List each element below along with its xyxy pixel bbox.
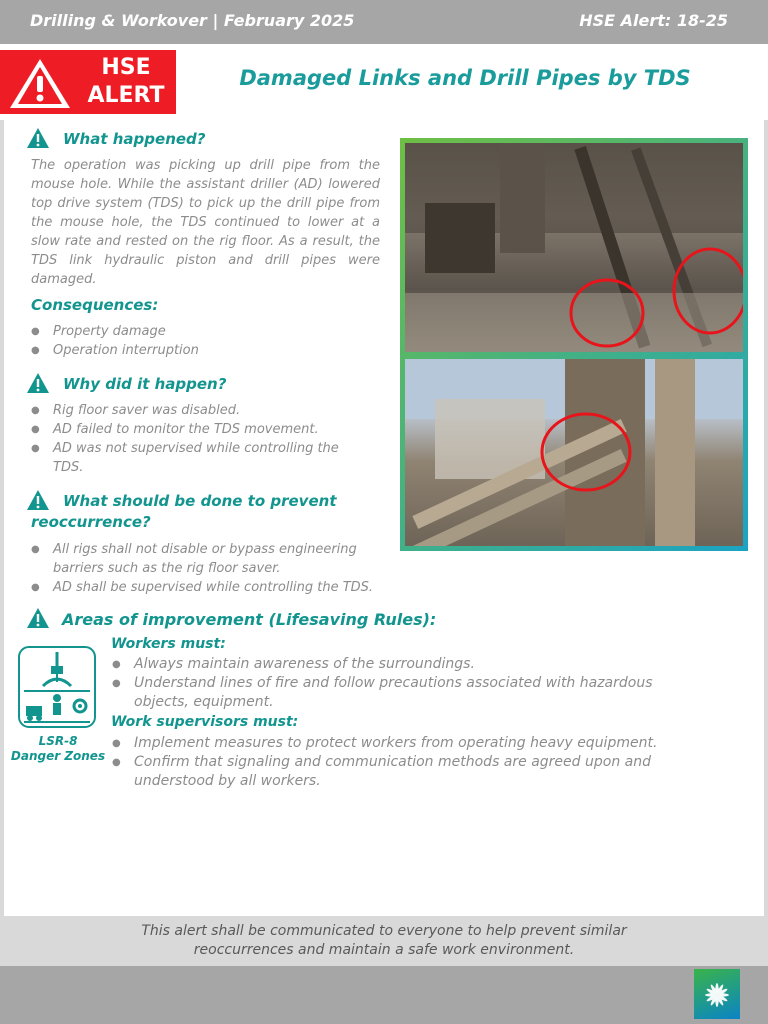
hse-alert-badge: [0, 50, 176, 114]
department-date: Drilling & Workover | February 2025: [30, 11, 355, 30]
bottom-bar: [0, 966, 768, 1024]
lsr-label: [8, 734, 108, 764]
badge-line-1: HSE: [101, 55, 151, 80]
footer-line-2: reoccurrences and maintain a safe work environment.: [193, 942, 575, 958]
incident-photos: [400, 138, 748, 551]
list-item: ● Rig floor saver was disabled.: [31, 401, 361, 420]
prevent-heading-line1: What should be done to prevent: [63, 492, 337, 510]
warning-icon: [26, 489, 50, 511]
why-heading: Why did it happen?: [63, 375, 227, 393]
alert-number: HSE Alert: 18-25: [579, 11, 728, 30]
warning-icon: [8, 56, 72, 110]
list-item: ● AD was not supervised while controlling the TDS.: [31, 439, 361, 477]
incident-photo-1: [405, 143, 743, 352]
list-item: ● AD shall be supervised while controlling the TDS.: [31, 578, 403, 597]
list-item: ● Understand lines of fire and follow precautions associated with hazardous objects, equipment.: [112, 674, 678, 712]
list-item: ● AD failed to monitor the TDS movement.: [31, 420, 361, 439]
company-logo: [694, 969, 740, 1019]
workers-heading: Workers must:: [111, 636, 226, 652]
lsr-title: Danger Zones: [10, 749, 106, 763]
top-bar: [0, 0, 768, 44]
lsr-code: LSR-8: [38, 734, 78, 748]
why-list: [31, 401, 361, 477]
supervisors-heading: Work supervisors must:: [111, 714, 299, 730]
list-item: ● Confirm that signaling and communication methods are agreed upon and understood by all workers.: [112, 753, 688, 791]
supervisors-list: [112, 734, 688, 791]
list-item: ● Operation interruption: [31, 341, 371, 360]
incident-photo-2: [405, 359, 743, 546]
workers-list: [112, 655, 678, 712]
warning-icon: [26, 607, 50, 629]
page-title: Damaged Links and Drill Pipes by TDS: [239, 66, 691, 90]
list-item: ● Property damage: [31, 322, 371, 341]
list-item: ● Always maintain awareness of the surroundings.: [112, 655, 678, 674]
prevent-list: [31, 540, 403, 597]
what-happened-body: The operation was picking up drill pipe from the mouse hole. While the assistant driller (AD) lowered top drive system (TDS) to pick up the drill pipe from the mouse hole, the TDS continued to lower at a slow rate and rested on the rig floor. As a result, the TDS link hydraulic piston and drill pipes were damaged.: [31, 158, 380, 287]
warning-icon: [26, 127, 50, 149]
lifesaving-rule-icon: [18, 646, 96, 728]
footer-note: [0, 922, 768, 960]
badge-line-2: ALERT: [87, 83, 165, 108]
warning-icon: [26, 372, 50, 394]
what-happened-heading: What happened?: [63, 130, 206, 148]
list-item: ● Implement measures to protect workers from operating heavy equipment.: [112, 734, 688, 753]
list-item: ● All rigs shall not disable or bypass engineering barriers such as the rig floor saver.: [31, 540, 403, 578]
prevent-heading-line2: reoccurrence?: [31, 513, 151, 531]
consequences-heading: Consequences:: [31, 296, 159, 314]
footer-line-1: This alert shall be communicated to everyone to help prevent similar: [141, 923, 627, 939]
improvement-heading: Areas of improvement (Lifesaving Rules):: [62, 610, 437, 629]
consequences-list: [31, 322, 371, 360]
